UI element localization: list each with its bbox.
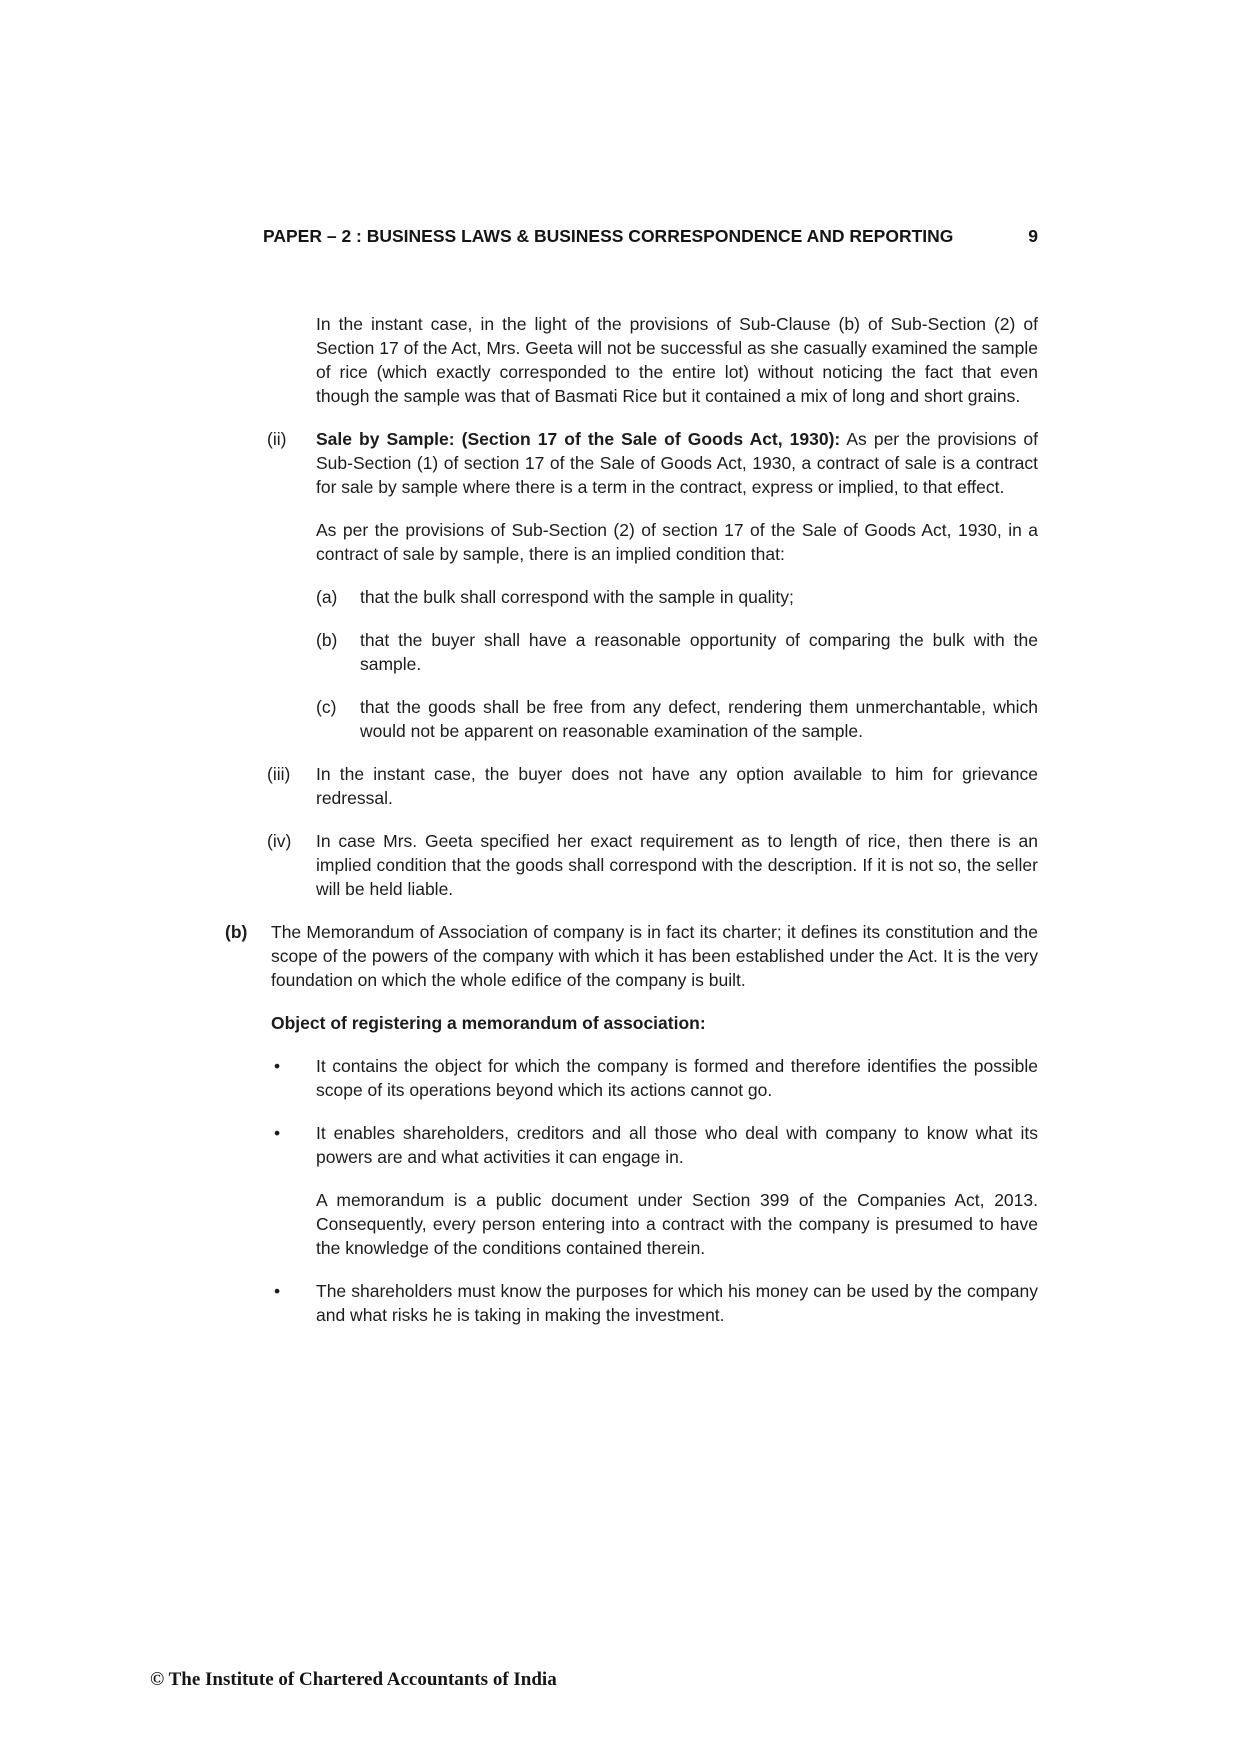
- item-ii-text: [316, 427, 1038, 499]
- sub-item-b: [316, 628, 1038, 676]
- object-bullet-2-text: It enables shareholders, creditors and all those who deal with company to know what its powers are and what activities it can engage in.: [316, 1123, 1038, 1167]
- sub-item-b-label: (b): [316, 630, 338, 650]
- item-ii: [267, 427, 1038, 499]
- answer-content: [225, 312, 1038, 1346]
- object-bullet-1: [274, 1054, 1038, 1102]
- sub-item-a-text: that the bulk shall correspond with the sample in quality;: [360, 587, 794, 607]
- object-bullet-1-text: It contains the object for which the company is formed and therefore identifies the possible scope of its operations beyond which its actions cannot go.: [316, 1056, 1038, 1100]
- sub-item-a: [316, 585, 1038, 609]
- sub-item-c: [316, 695, 1038, 743]
- sub-item-b-text: that the buyer shall have a reasonable opportunity of comparing the bulk with the sample.: [360, 630, 1038, 674]
- item-ii-label: (ii): [267, 429, 287, 449]
- item-ii-paragraph: As per the provisions of Sub-Section (2) of section 17 of the Sale of Goods Act, 1930, in a contract of sale by sample, there is an implied condition that:: [316, 520, 1038, 564]
- header-page-number: 9: [1028, 226, 1038, 246]
- item-ii-lead: Sale by Sample: (Section 17 of the Sale of Goods Act, 1930):: [316, 429, 841, 449]
- item-iii-label: (iii): [267, 764, 291, 784]
- sub-item-a-label: (a): [316, 587, 338, 607]
- item-iv-text: In case Mrs. Geeta specified her exact requirement as to length of rice, then there is an implied condition that the goods shall correspond with the description. If it is not so, the seller will be held liable.: [316, 831, 1038, 899]
- object-bullet-2: [274, 1121, 1038, 1169]
- object-heading: Object of registering a memorandum of association:: [271, 1013, 706, 1033]
- item-ii-rest: As per the provisions of Sub-Section (1) of section 17 of the Sale of Goods Act, 1930, a contract of sale is a contract for sale by sample where there is a term in the contract, express or implied, to that effect.: [316, 429, 1038, 497]
- sub-item-c-label: (c): [316, 697, 337, 717]
- part-b-label: (b): [225, 922, 248, 942]
- part-b: [225, 920, 1038, 992]
- intro-paragraph: In the instant case, in the light of the provisions of Sub-Clause (b) of Sub-Section (2) of Section 17 of the Act, Mrs. Geeta will not be successful as she casually examined the sample of rice (which exactly corresponded to the entire lot) without noticing the fact that even though the sample was that of Basmati Rice but it contained a mix of long and short grains.: [316, 314, 1038, 406]
- page-header: [263, 224, 1038, 248]
- bullet-icon: •: [274, 1281, 281, 1301]
- shareholders-bullet-text: The shareholders must know the purposes for which his money can be used by the company and what risks he is taking in making the investment.: [316, 1281, 1038, 1325]
- public-document-paragraph: A memorandum is a public document under Section 399 of the Companies Act, 2013. Consequently, every person entering into a contract with the company is presumed to have the knowledge of the conditions contained therein.: [316, 1190, 1038, 1258]
- item-iv: [267, 829, 1038, 901]
- part-b-text: The Memorandum of Association of company is in fact its charter; it defines its constitution and the scope of the powers of the company with which it has been established under the Act. It is the very foundation on which the whole edifice of the company is built.: [271, 922, 1038, 990]
- shareholders-bullet: [274, 1279, 1038, 1327]
- bullet-icon: •: [274, 1123, 281, 1143]
- bullet-icon: •: [274, 1056, 281, 1076]
- sub-item-c-text: that the goods shall be free from any defect, rendering them unmerchantable, which would not be apparent on reasonable examination of the sample.: [360, 697, 1038, 741]
- footer-copyright: © The Institute of Chartered Accountants of India: [150, 1669, 557, 1690]
- item-iv-label: (iv): [267, 831, 292, 851]
- header-title: PAPER – 2 : BUSINESS LAWS & BUSINESS CORRESPONDENCE AND REPORTING: [263, 226, 954, 246]
- item-iii-text: In the instant case, the buyer does not have any option available to him for grievance redressal.: [316, 764, 1038, 808]
- item-iii: [267, 762, 1038, 810]
